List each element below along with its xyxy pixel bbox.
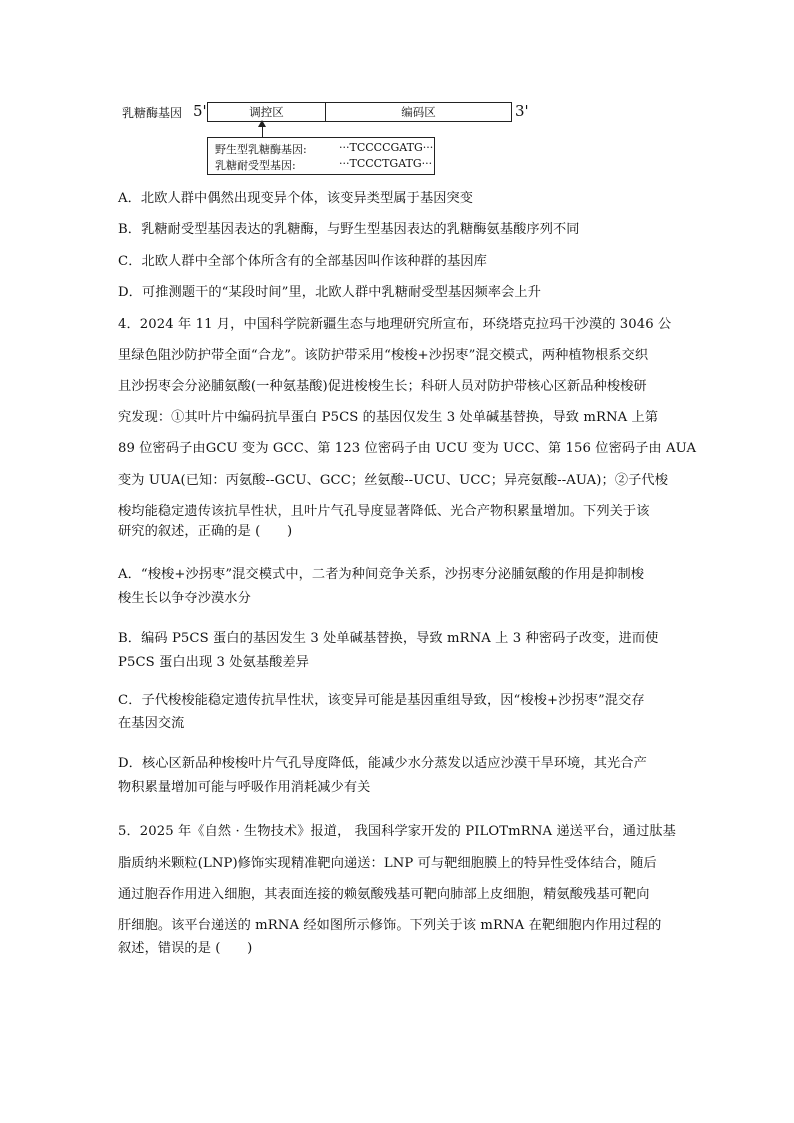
q5-stem-line: 肝细胞。该平台递送的 mRNA 经如图所示修饰。下列关于该 mRNA 在靶细胞内作用过程的	[118, 918, 662, 933]
q3-option-b: B．乳糖耐受型基因表达的乳糖酶，与野生型基因表达的乳糖酶氨基酸序列不同	[118, 222, 580, 237]
q4-option-b-line1: B．编码 P5CS 蛋白的基因发生 3 处单碱基替换，导致 mRNA 上 3 种密码子改变，进而使	[118, 631, 659, 646]
tolerant-type-sequence: ···TCCCTGATG···	[339, 157, 433, 170]
q4-stem-line: 研究的叙述，正确的是 ( )	[118, 524, 293, 539]
control-region-label: 调控区	[208, 103, 326, 121]
gene-label: 乳糖酶基因	[122, 106, 183, 120]
q4-stem-line: 里绿色阻沙防护带全面“合龙”。该防护带采用“梭梭+沙拐枣”混交模式，两种植物根系交织	[118, 348, 649, 363]
wild-type-sequence: ···TCCCCGATG···	[339, 141, 434, 154]
q5-stem-line: 脂质纳米颗粒(LNP)修饰实现精准靶向递送：LNP 可与靶细胞膜上的特异性受体结合，随后	[118, 856, 657, 871]
q4-option-c-line2: 在基因交流	[118, 716, 185, 731]
q4-option-b-line2: P5CS 蛋白出现 3 处氨基酸差异	[118, 655, 310, 670]
q4-option-a-line2: 梭生长以争夺沙漠水分	[118, 591, 251, 606]
q4-option-a-line1: A．“梭梭+沙拐枣”混交模式中，二者为种间竞争关系，沙拐枣分泌脯氨酸的作用是抑制梭	[118, 567, 645, 582]
q4-stem-line: 究发现：①其叶片中编码抗旱蛋白 P5CS 的基因仅发生 3 处单碱基替换，导致 mRNA 上第	[118, 410, 659, 425]
q5-stem-line: 叙述，错误的是 ( )	[118, 941, 253, 956]
q3-option-c: C．北欧人群中全部个体所含有的全部基因叫作该种群的基因库	[118, 254, 487, 269]
five-prime-end-label: 5'	[193, 102, 207, 120]
q4-stem-line: 变为 UUA(已知：丙氨酸--GCU、GCC；丝氨酸--UCU、UCC；异亮氨酸--AUA)；②子代梭	[118, 473, 668, 488]
q4-option-c-line1: C．子代梭梭能稳定遗传抗旱性状，该变异可能是基因重组导致，因“梭梭+沙拐枣”混交存	[118, 693, 645, 708]
wild-type-name: 野生型乳糖酶基因:	[215, 143, 307, 156]
wild-type-row	[215, 141, 434, 157]
arrow-shaft	[262, 125, 263, 137]
q4-option-d-line2: 物积累量增加可能与呼吸作用消耗减少有关	[118, 780, 371, 795]
three-prime-end-label: 3'	[515, 102, 529, 120]
tolerant-type-row	[215, 157, 433, 173]
q3-option-d: D．可推测题干的“某段时间”里，北欧人群中乳糖耐受型基因频率会上升	[118, 285, 541, 300]
tolerant-type-name: 乳糖耐受型基因:	[215, 159, 296, 172]
q3-option-a: A．北欧人群中偶然出现变异个体，该变异类型属于基因突变	[118, 191, 474, 206]
q4-stem-line: 梭均能稳定遗传该抗旱性状，且叶片气孔导度显著降低、光合产物积累量增加。下列关于该	[118, 504, 650, 519]
q4-stem-line: 89 位密码子由GCU 变为 GCC、第 123 位密码子由 UCU 变为 UCC、第 156 位密码子由 AUA	[118, 441, 697, 456]
q4-option-d-line1: D．核心区新品种梭梭叶片气孔导度降低，能减少水分蒸发以适应沙漠干旱环境，其光合产	[118, 756, 647, 771]
q4-stem-line: 且沙拐枣会分泌脯氨酸(一种氨基酸)促进梭梭生长；科研人员对防护带核心区新品种梭梭研	[118, 379, 647, 394]
q5-stem-line: 通过胞吞作用进入细胞，其表面连接的赖氨酸残基可靶向肺部上皮细胞，精氨酸残基可靶向	[118, 887, 650, 902]
gene-bar	[207, 102, 512, 122]
q5-stem-line: 5．2025 年《自然 · 生物技术》报道， 我国科学家开发的 PILOTmRNA 递送平台，通过肽基	[118, 824, 676, 839]
sequence-box	[207, 137, 435, 175]
q4-stem-line: 4．2024 年 11 月，中国科学院新疆生态与地理研究所宣布，环绕塔克拉玛干沙漠的 3046 公	[118, 317, 672, 332]
coding-region-label: 编码区	[401, 105, 436, 119]
